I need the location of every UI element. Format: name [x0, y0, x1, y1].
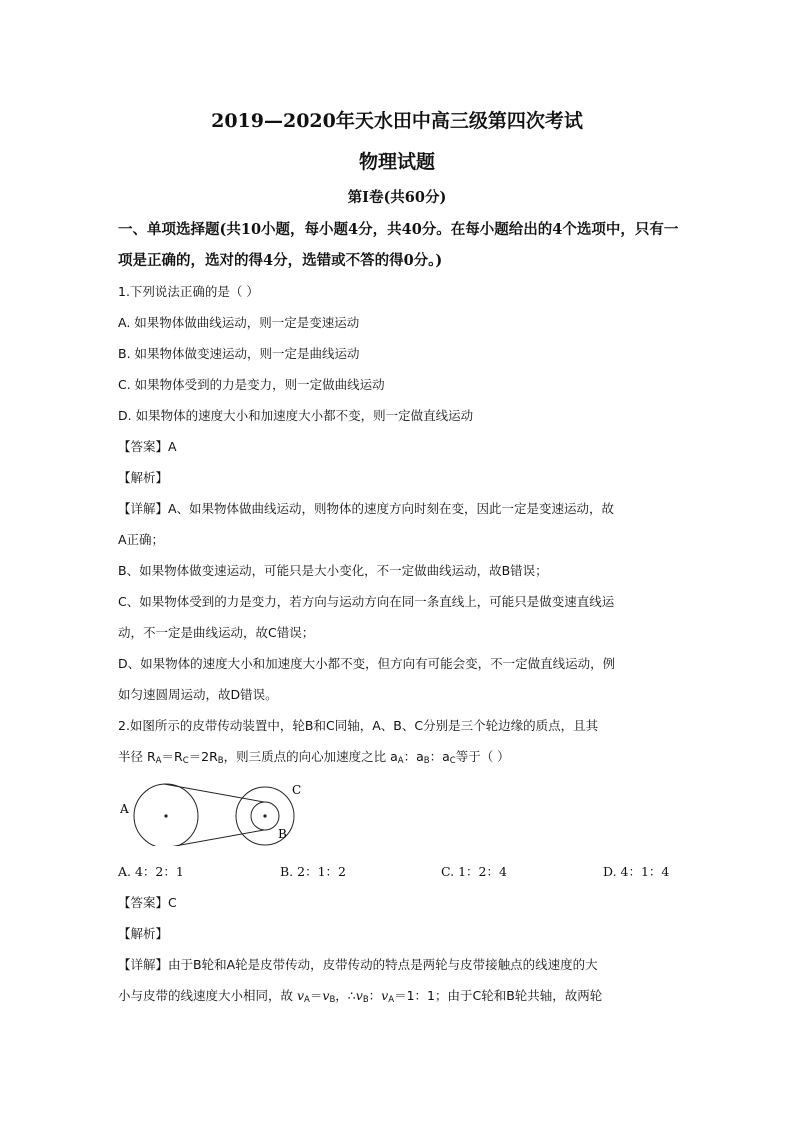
pulley-a-center: [164, 814, 167, 817]
label-b: B: [278, 827, 287, 841]
label-a: A: [120, 802, 129, 816]
belt-top: [164, 784, 264, 802]
q2-option-b: B. 2：1：2: [280, 864, 346, 879]
q1-detail-line: 【详解】A、如果物体做曲线运动，则物体的速度方向时刻在变，因此一定是变速运动，故: [118, 501, 615, 516]
q2-stem-line1: 2.如图所示的皮带传动装置中，轮B和C同轴，A、B、C分别是三个轮边缘的质点，且其: [118, 718, 599, 733]
q1-detail-line: 如匀速圆周运动，故D错误。: [118, 687, 278, 702]
q2-answer: 【答案】C: [118, 895, 177, 910]
q1-option-b: B. 如果物体做变速运动，则一定是曲线运动: [118, 346, 360, 361]
q1-analysis-label: 【解析】: [118, 470, 169, 485]
subject-title: 物理试题: [358, 151, 435, 173]
q2-analysis-label: 【解析】: [118, 926, 169, 941]
q1-detail-line: C、如果物体受到的力是变力，若方向与运动方向在同一条直线上，可能只是做变速直线运: [118, 594, 615, 609]
q1-option-d: D. 如果物体的速度大小和加速度大小都不变，则一定做直线运动: [118, 408, 474, 423]
section-heading: 一、单项选择题(共10小题，每小题4分，共40分。在每小题给出的4个选项中，只有一项是正确的，选对的得4分，选错或不答的得0分。): [118, 221, 679, 269]
q1-detail-line: D、如果物体的速度大小和加速度大小都不变，但方向有可能会变，不一定做直线运动，例: [118, 656, 616, 671]
q1-option-a: A. 如果物体做曲线运动，则一定是变速运动: [118, 315, 360, 330]
q2-option-d: D. 4：1：4: [603, 864, 670, 879]
q1-detail-line: A正确；: [118, 532, 165, 547]
q1-option-c: C. 如果物体受到的力是变力，则一定做曲线运动: [118, 377, 385, 392]
exam-title: 2019—2020年天水田中高三级第四次考试: [211, 110, 583, 132]
belt-bottom: [164, 830, 264, 846]
q1-stem: 1.下列说法正确的是（ ）: [118, 284, 259, 299]
q1-answer: 【答案】A: [118, 439, 177, 454]
q1-detail-line: 动，不一定是曲线运动，故C错误；: [118, 625, 315, 640]
belt-pulley-diagram: [118, 780, 318, 846]
q1-detail-line: B、如果物体做变速运动，可能只是大小变化，不一定做曲线运动，故B错误；: [118, 563, 548, 578]
q2-option-a: A. 4：2：1: [118, 864, 184, 879]
pulley-b-center: [263, 814, 266, 817]
q2-detail-line1: 【详解】由于B轮和A轮是皮带传动，皮带传动的特点是两轮与皮带接触点的线速度的大: [118, 957, 598, 972]
volume-title: 第Ⅰ卷(共60分): [347, 189, 447, 206]
q2-stem-line2: 半径 $R_A=R_C=2R_B$，则三质点的向心加速度之比 $a_A$：$a_B$：$a_C$等于（ ）: [118, 749, 510, 766]
label-c: C: [292, 783, 302, 797]
q2-option-c: C. 1：2：4: [441, 864, 507, 879]
q2-detail-line2: 小与皮带的线速度大小相同，故 $v_A=v_B$，$\therefore v_B$：$v_A=1$：1；由于C轮和B轮共轴，故两轮: [118, 988, 603, 1005]
